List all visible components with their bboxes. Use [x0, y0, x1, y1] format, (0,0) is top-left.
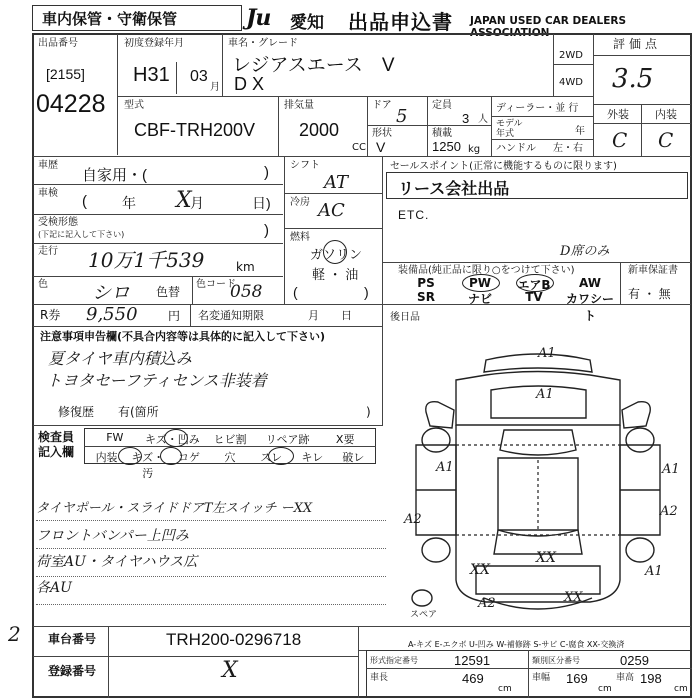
inspector-item: 内装	[95, 451, 118, 464]
legend-line: A-キズ E-エクボ U-凹み W-補修跡 S-サビ C-腐食 XX-交換済	[408, 640, 625, 649]
ju-logo-mark: Ju	[246, 5, 271, 31]
doors-label: ドア	[372, 100, 392, 111]
receipt-close: )	[264, 222, 269, 239]
mileage-value: 10万1千539	[88, 248, 205, 272]
height-value: 198	[640, 671, 662, 686]
inspector-item: 穴	[224, 451, 236, 464]
lot-sub: [2155]	[46, 66, 85, 82]
inspector-item: ヒビ割	[213, 433, 247, 446]
inspector-item: 破レ	[342, 451, 365, 464]
fuel-diesel: 軽 ・ 油	[312, 267, 359, 282]
insp-mark-2	[118, 447, 142, 465]
inspection-month: 月	[190, 195, 204, 211]
price-label: R券	[40, 308, 61, 322]
inspection-open: (	[82, 193, 87, 210]
score-label: 評価点	[613, 37, 662, 51]
class-value: 0259	[620, 653, 649, 668]
diag-mark-10: A1	[645, 564, 663, 579]
doors-value: 5	[396, 106, 408, 127]
shape-label: 形状	[372, 128, 392, 139]
inspector-item: コゲ	[177, 451, 200, 464]
corner-mark: 2	[8, 622, 21, 646]
remark-side: 左スイッチ ーXX	[212, 501, 313, 516]
cc-unit: CC	[352, 142, 366, 153]
inspection-label: 車検	[38, 188, 58, 199]
color-code-value: 058	[230, 282, 263, 302]
ac-value: AC	[318, 200, 345, 221]
displacement-label: 排気量	[284, 100, 314, 111]
price-value: 9,550	[86, 304, 138, 325]
remark-2: フロントバンパー上凹み	[36, 528, 189, 544]
inspection-year: 年	[122, 195, 136, 211]
type-value: CBF-TRH200V	[134, 120, 256, 140]
fuel-label: 燃料	[290, 232, 310, 243]
repair-close: )	[366, 405, 371, 419]
diag-mark-11: A2	[478, 596, 496, 611]
inspector-label-1: 検査員	[38, 430, 75, 444]
diag-mark-7: XX	[536, 550, 556, 566]
remark-4: 各AU	[36, 580, 72, 596]
equipment-circle	[462, 274, 500, 292]
shift-value: AT	[324, 172, 349, 193]
shift-label: シフト	[290, 160, 320, 171]
height-label: 車高	[616, 673, 635, 683]
inspector-item: FW	[106, 431, 124, 444]
usage-label: 車歴	[38, 160, 58, 171]
equipment-item: PW	[468, 276, 492, 290]
length-value: 469	[462, 671, 484, 686]
diag-mark-8: XX	[470, 562, 490, 578]
new-warranty-options: 有 ・ 無	[628, 287, 671, 301]
lot-label: 出品番号	[38, 38, 78, 49]
exterior-label: 外装	[607, 108, 629, 121]
equipment-item: SR	[417, 290, 435, 304]
equipment-item: ナビ	[467, 292, 492, 306]
lot-number: 04228	[36, 90, 106, 118]
diag-mark-6: A2	[660, 504, 678, 519]
interior-label: 内装	[655, 108, 677, 121]
equipment-circle	[516, 274, 554, 292]
type-label: 型式	[124, 100, 144, 111]
equipment-note: D席のみ	[560, 244, 610, 259]
spare-label: スペア	[410, 610, 438, 620]
inspector-item: スレ	[260, 451, 283, 464]
later-label: 後日品	[390, 312, 420, 323]
equipment-item: AW	[579, 276, 601, 290]
class-label: 類別区分番号	[532, 656, 580, 665]
org-name: JAPAN USED CAR DEALERS ASSOCIATION	[470, 15, 627, 39]
mileage-unit: km	[236, 260, 255, 274]
equipment-item: TV	[525, 290, 543, 304]
usage-value: 自家用・(	[82, 167, 147, 184]
equipment-label: 装備品(純正品に限り○をつけて下さい)	[398, 265, 575, 276]
score-value: 3.5	[612, 64, 654, 94]
diag-mark-4: A1	[662, 462, 680, 477]
sales-headline: リース会社出品	[398, 181, 510, 198]
new-warranty-label: 新車保証書	[628, 265, 678, 276]
reg-number-value: X	[222, 658, 238, 683]
load-label: 積載	[432, 128, 452, 139]
mileage-label: 走行	[38, 246, 58, 257]
color-label: 色	[38, 279, 48, 290]
load-value: 1250	[432, 139, 461, 154]
model-year-label: モデル 年式	[496, 119, 523, 139]
model-name: レジアスエース V	[232, 55, 395, 76]
price-unit: 円	[168, 309, 181, 323]
grade: D X	[234, 74, 265, 94]
name-notice-label: 名変通知期限	[198, 309, 264, 322]
handle-label: ハンドル	[496, 143, 536, 154]
diag-mark-5: A2	[404, 512, 422, 527]
inspector-item: X要	[335, 433, 355, 446]
reg-era: H31	[133, 64, 170, 86]
format-label: 形式指定番号	[370, 656, 418, 665]
inspector-item: キズ・凹み	[145, 433, 200, 446]
diag-mark-1: A1	[538, 346, 556, 361]
fuel-open: (	[293, 284, 298, 300]
reg-year-label: 初度登録年月	[124, 38, 184, 49]
width-unit: cm	[598, 684, 612, 694]
usage-close: )	[264, 164, 269, 181]
handle-options: 左・右	[553, 143, 583, 154]
width-label: 車幅	[532, 673, 551, 683]
length-label: 車長	[370, 673, 389, 683]
reg-month: 03	[190, 68, 208, 85]
reg-month-unit: 月	[210, 82, 220, 93]
remark-1: タイヤポール・スライドドアT	[36, 501, 213, 516]
load-unit: kg	[468, 144, 481, 155]
insp-mark-1	[164, 429, 188, 447]
chassis-value: TRH200-0296718	[166, 630, 302, 649]
model-label: 車名・グレード	[228, 38, 298, 49]
logo-text: 愛知	[290, 13, 324, 33]
inspector-item: キズ・汚	[131, 451, 165, 480]
sales-detail: ETC.	[398, 208, 430, 222]
fuel-gasoline: ガソリン	[310, 247, 363, 262]
capacity-unit: 人	[478, 114, 488, 125]
format-value: 12591	[454, 653, 491, 668]
capacity-label: 定員	[432, 100, 452, 111]
inspector-item: キレ	[301, 451, 324, 464]
insp-mark-4	[268, 447, 294, 465]
repair-value: 有(箇所	[118, 405, 159, 419]
height-unit: cm	[674, 684, 688, 694]
capacity-value: 3	[462, 111, 470, 126]
notes-line2: トヨタセーフティセンス非装着	[46, 371, 267, 390]
equipment-item: エアB	[517, 278, 551, 292]
dealer-label: ディーラー・並 行	[496, 103, 579, 114]
reg-number-label: 登録番号	[48, 664, 97, 678]
storage-badge-text: 車内保管・守衛保管	[42, 10, 178, 28]
diag-mark-9: XX	[564, 590, 583, 605]
ju-logo	[246, 5, 270, 31]
exterior-grade: C	[612, 128, 628, 152]
color-change-label: 色替	[156, 285, 181, 299]
fuel-gasoline-circle	[323, 240, 347, 264]
color-value: シロ	[92, 282, 131, 304]
interior-grade: C	[658, 128, 674, 152]
sales-points-label: セールスポイント(正常に機能するものに限ります)	[390, 161, 617, 172]
length-unit: cm	[498, 684, 512, 694]
equipment-item: カワシート	[565, 292, 614, 323]
displacement-value: 2000	[299, 120, 340, 140]
diag-mark-3: A1	[436, 460, 454, 475]
inspection-day: 日)	[252, 195, 271, 211]
repair-label: 修復歴	[58, 405, 95, 419]
drive-4wd: 4WD	[559, 77, 583, 88]
shape-value: V	[376, 139, 386, 155]
name-notice-unit: 月 日	[308, 309, 352, 322]
chassis-label: 車台番号	[48, 632, 97, 646]
width-value: 169	[566, 671, 588, 686]
receipt-label: 受検形態	[38, 217, 78, 228]
year-unit: 年	[575, 126, 585, 137]
drive-2wd: 2WD	[559, 50, 583, 61]
inspection-cross: X	[176, 188, 192, 213]
notes-label: 注意事項申告欄(不具合内容等は具体的に記入して下さい)	[40, 330, 326, 343]
diag-mark-2: A1	[536, 387, 554, 402]
car-diagram	[386, 330, 691, 630]
remark-3: 荷室AU・タイヤハウス広	[36, 554, 198, 570]
inspector-label-2: 記入欄	[38, 445, 75, 459]
ac-label: 冷房	[290, 197, 310, 208]
form-title: 出品申込書	[348, 10, 453, 34]
color-code-label: 色コード	[196, 279, 236, 290]
insp-mark-3	[160, 447, 182, 465]
notes-line1: 夏タイヤ車内積込み	[48, 349, 192, 368]
fuel-close: )	[364, 284, 369, 300]
receipt-note: (下記に記入して下さい)	[38, 230, 125, 239]
inspector-item: リペア跡	[265, 433, 310, 446]
equipment-item: PS	[417, 276, 435, 290]
